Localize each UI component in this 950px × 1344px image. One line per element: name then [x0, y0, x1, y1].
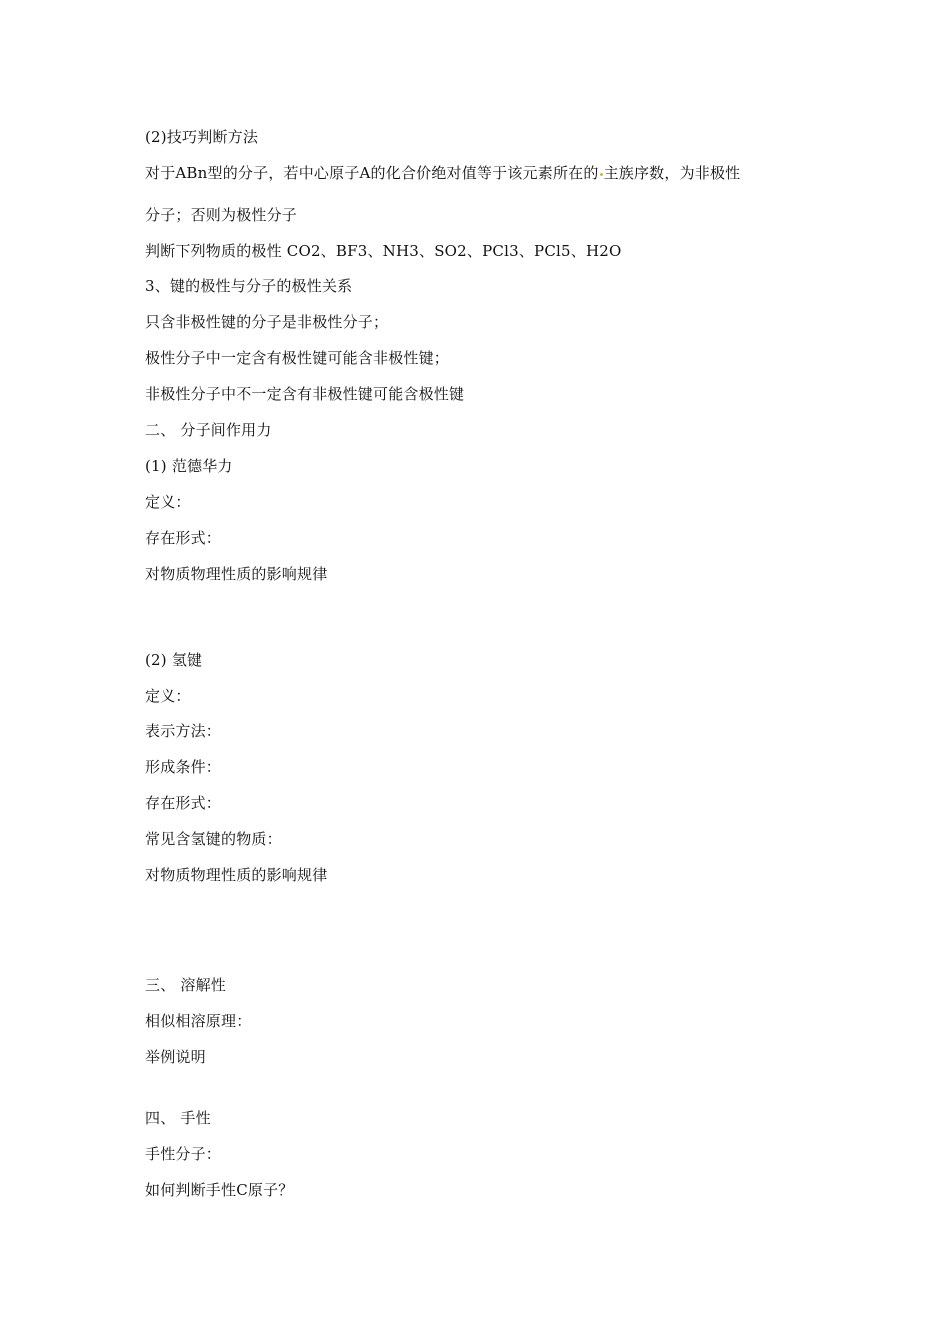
exercise-line: 判断下列物质的极性 CO2、BF3、NH3、SO2、PCl3、PCl5、H2O: [145, 242, 622, 260]
mark-dot-icon: [600, 173, 603, 176]
field-label: 存在形式：: [145, 529, 222, 547]
rule-line: 极性分子中一定含有极性键可能含非极性键；: [145, 349, 450, 367]
field-label: 表示方法：: [145, 722, 222, 740]
paragraph-line: [145, 163, 740, 183]
subsection-heading-hydrogen-bond: (2) 氢键: [145, 651, 203, 669]
field-label: 对物质物理性质的影响规律: [145, 866, 328, 884]
field-label: 相似相溶原理：: [145, 1012, 252, 1030]
rule-line: 非极性分子中不一定含有非极性键可能含极性键: [145, 385, 465, 403]
paragraph-line: 分子；否则为极性分子: [145, 206, 298, 224]
question-line: 如何判断手性C原子？: [145, 1181, 294, 1199]
section-heading-chirality: 四、 手性: [145, 1109, 211, 1127]
field-label: 定义：: [145, 493, 191, 511]
paragraph-text-part1: 对于ABn型的分子，若中心原子A的化合价绝对值等于该元素所在的: [145, 164, 599, 182]
field-label: 常见含氢键的物质：: [145, 830, 282, 848]
field-label: 对物质物理性质的影响规律: [145, 565, 328, 583]
field-label: 定义：: [145, 687, 191, 705]
section-heading-intermolecular: 二、 分子间作用力: [145, 421, 272, 439]
paragraph-text-part2: 主族序数，为非极性: [603, 164, 741, 182]
field-label: 存在形式：: [145, 794, 222, 812]
subsection-heading-technique: (2)技巧判断方法: [145, 128, 259, 146]
field-label: 手性分子：: [145, 1145, 222, 1163]
subsection-heading-bond-polarity: 3、键的极性与分子的极性关系: [145, 277, 353, 295]
rule-line: 只含非极性键的分子是非极性分子；: [145, 313, 389, 331]
section-heading-solubility: 三、 溶解性: [145, 976, 226, 994]
field-label: 举例说明: [145, 1048, 206, 1066]
subsection-heading-vdw: (1) 范德华力: [145, 457, 233, 475]
field-label: 形成条件：: [145, 758, 222, 776]
